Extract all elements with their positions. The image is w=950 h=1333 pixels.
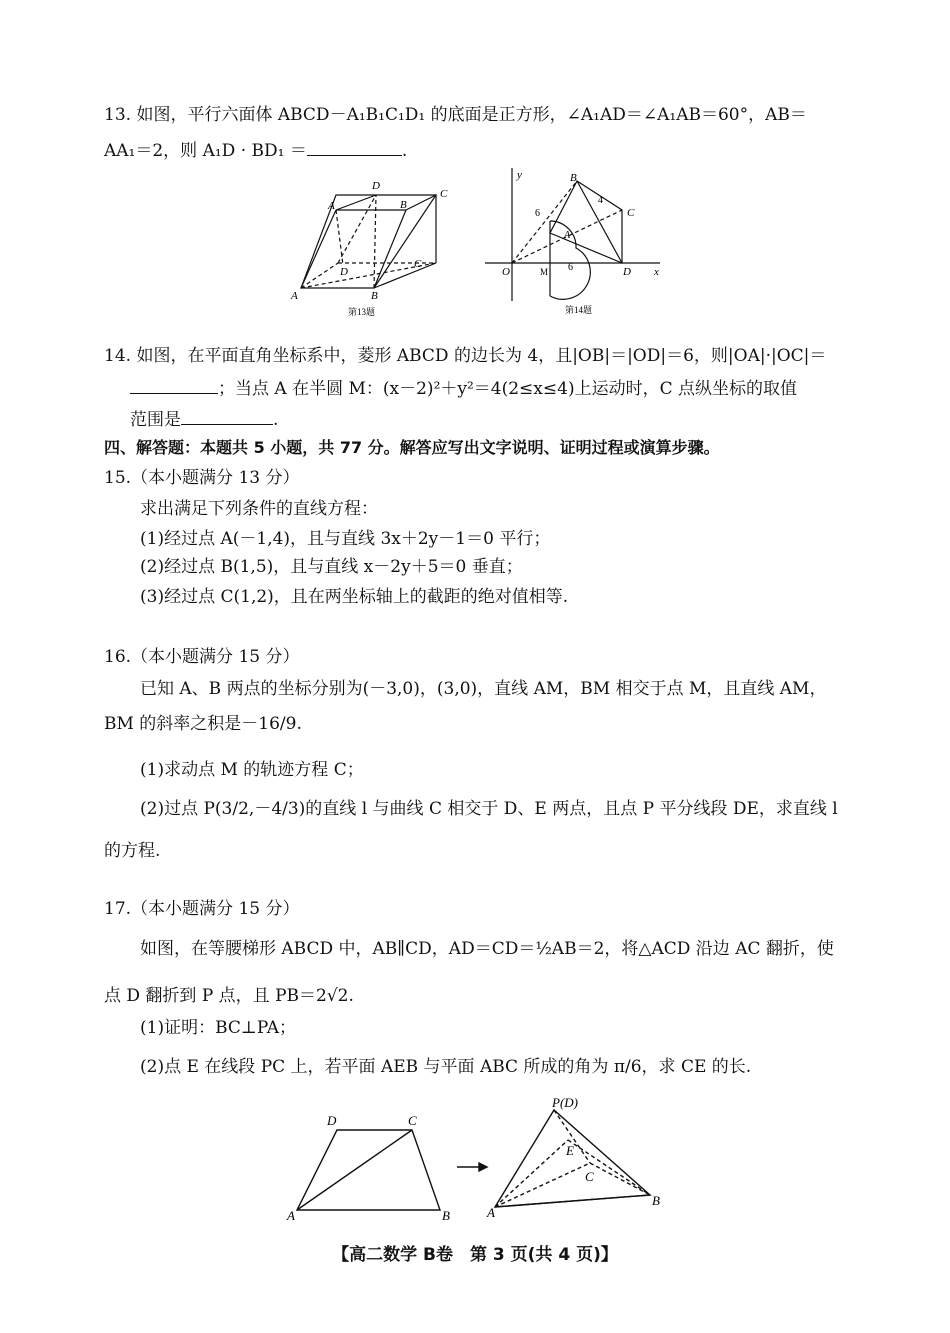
q16-part1: (1)求动点 M 的轨迹方程 C；: [140, 760, 364, 780]
q17-line1: 如图，在等腰梯形 ABCD 中，AB∥CD，AD＝CD＝½AB＝2，将△ACD 沿边 AC 翻折，使: [140, 939, 834, 959]
figure-17: [282, 1095, 672, 1225]
q15-part2: (2)经过点 B(1,5)，且与直线 x－2y＋5＝0 垂直；: [140, 557, 523, 577]
svg-text:C: C: [440, 188, 448, 200]
svg-text:A: A: [291, 290, 298, 302]
q15-title: 15.（本小题满分 13 分）: [104, 468, 300, 488]
q13-answer-blank: [307, 139, 402, 156]
svg-text:4: 4: [598, 195, 603, 206]
svg-text:M: M: [540, 267, 549, 277]
q13-fig-caption: 第13题: [348, 307, 376, 317]
q13-line2: AA₁＝2，则 A₁D · BD₁ ＝ .: [104, 141, 408, 161]
page-footer: 【高二数学 B卷 第 3 页(共 4 页)】: [332, 1245, 618, 1265]
q14-answer-blank-1: [130, 377, 218, 394]
q16-part2: (2)过点 P(3/2,－4/3)的直线 l 与曲线 C 相交于 D、E 两点，且点 P 平分线段 DE，求直线 l: [140, 799, 838, 819]
figure-13: [288, 175, 468, 325]
q14-fig-caption: 第14题: [565, 305, 593, 315]
q14-line1: 14. 如图，在平面直角坐标系中，菱形 ABCD 的边长为 4，且|OB|＝|OD|＝6，则|OA|·|OC|＝: [104, 346, 827, 366]
q14-answer-blank-2: [181, 408, 273, 425]
svg-text:A: A: [287, 1208, 295, 1223]
svg-text:D: D: [327, 1113, 337, 1128]
svg-text:B: B: [400, 199, 407, 211]
svg-text:A: A: [564, 230, 571, 241]
svg-text:E: E: [566, 1143, 574, 1158]
svg-text:B: B: [371, 290, 378, 302]
svg-text:P(D): P(D): [552, 1095, 578, 1110]
q13-line2-text: AA₁＝2，则 A₁D · BD₁ ＝: [104, 141, 307, 161]
svg-text:C: C: [585, 1169, 594, 1184]
svg-text:C: C: [414, 258, 422, 270]
svg-text:D: D: [340, 266, 348, 278]
q14-line3: 范围是 .: [130, 410, 279, 430]
svg-text:C: C: [408, 1113, 417, 1128]
svg-text:D: D: [372, 180, 380, 192]
q16-line2: BM 的斜率之积是－16/9.: [104, 714, 302, 734]
q16-part2b: 的方程.: [104, 841, 161, 861]
q14-line2-text: ；当点 A 在半圆 M：(x－2)²＋y²＝4(2≤x≤4)上运动时，C 点纵坐标的取值: [218, 379, 797, 399]
svg-text:O: O: [502, 266, 510, 278]
svg-text:C: C: [627, 207, 635, 219]
q14-line3-text: 范围是: [130, 410, 181, 430]
q17-line2: 点 D 翻折到 P 点，且 PB＝2√2.: [104, 986, 354, 1006]
svg-text:A: A: [487, 1205, 495, 1220]
svg-text:y: y: [517, 169, 522, 181]
q15-part3: (3)经过点 C(1,2)，且在两坐标轴上的截距的绝对值相等.: [140, 587, 569, 607]
svg-text:6: 6: [535, 208, 540, 219]
svg-text:6: 6: [568, 262, 573, 273]
q13-line1: 13. 如图，平行六面体 ABCD－A₁B₁C₁D₁ 的底面是正方形，∠A₁AD＝∠A₁AB＝60°，AB＝: [104, 105, 807, 125]
svg-text:B: B: [652, 1193, 660, 1208]
section-header: 四、解答题：本题共 5 小题，共 77 分。解答应写出文字说明、证明过程或演算步骤。: [104, 438, 720, 457]
q16-title: 16.（本小题满分 15 分）: [104, 647, 300, 667]
svg-text:B: B: [570, 172, 577, 184]
svg-text:A: A: [328, 200, 335, 212]
q15-part1: (1)经过点 A(－1,4)，且与直线 3x＋2y－1＝0 平行；: [140, 529, 551, 549]
svg-text:D: D: [623, 266, 631, 278]
svg-text:x: x: [654, 266, 659, 278]
q14-line2: [130, 377, 797, 400]
svg-text:B: B: [442, 1208, 450, 1223]
q17-part2: (2)点 E 在线段 PC 上，若平面 AEB 与平面 ABC 所成的角为 π/6，求 CE 的长.: [140, 1057, 752, 1077]
q17-part1: (1)证明：BC⊥PA；: [140, 1018, 297, 1038]
q16-line1: 已知 A、B 两点的坐标分别为(－3,0)，(3,0)，直线 AM，BM 相交于点 M，且直线 AM，: [140, 679, 827, 699]
q15-intro: 求出满足下列条件的直线方程：: [140, 499, 378, 519]
q17-title: 17.（本小题满分 15 分）: [104, 899, 300, 919]
figure-14: [480, 168, 670, 323]
